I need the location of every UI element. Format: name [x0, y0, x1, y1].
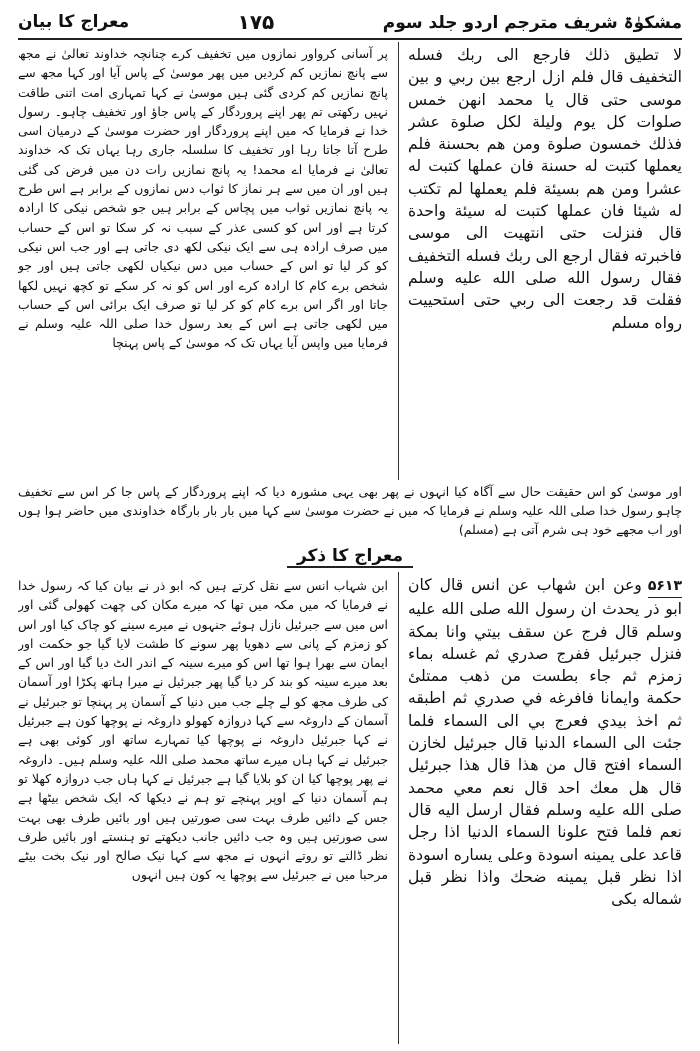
arabic-paragraph-top: لا تطيق ذلك فارجع الى ربك فسله التخفيف قال فلم ازل ارجع بين ربي و بين موسى حتى قال يا محمد انهن خمس صلوات كل يوم وليلة لكل صلوة عشر فذلك خمسون صلوة ومن هم بحسنة فلم يعملها كتبت له حسنة فان عملها كتبت له عشرا ومن هم بسيئة فلم يعملها لم تكتب له شيئا فان عملها كتبت له سيئة واحدة قال فنزلت حتى انتهيت الى موسى فاخبرته فقال ارجع الى ربك فسله التخفيف فقال رسول الله صلى الله عليه وسلم فقلت قد رجعت الى ربي حتى استحييت رواه مسلم — [408, 46, 682, 332]
page-number: ۱۷۵ — [237, 10, 275, 34]
section-heading — [18, 546, 682, 574]
urdu-translation-bottom — [18, 576, 388, 1044]
arabic-hadith-text: وعن ابن شهاب عن انس قال كان ابو ذر يحدث ان رسول الله صلى الله عليه وسلم قال فرج عن سقف بيتي وانا بمكة فنزل جبرئيل ففرج صدري ثم غسله بماء زمزم ثم جاء بطست من ذهب ممتلئ حكمة وايمانا فافرغه في صدري ثم اطبقه ثم اخذ بيدي فعرج بي الى السماء فلما جئت الى السماء الدنيا قال جبرئيل لخازن السماء افتح قال من هذا قال هذا جبرئيل قال هل معك احد قال نعم معي محمد صلى الله عليه وسلم فقال ارسل اليه قال نعم فلما فتح علونا السماء الدنيا اذا رجل قاعد على يمينه اسودة وعلى يساره اسودة اذا نظر قبل يمينه ضحك واذا نظر قبل شماله بكى — [408, 576, 682, 909]
urdu-paragraph-bottom: ابن شہاب انس سے نقل کرتے ہیں کہ ابو ذر نے بیان کیا کہ رسول خدا نے فرمایا کہ میں مکہ میں تھا کہ میرے مکان کی چھت کھولی گئی اور اس میں سے جبرئیل نازل ہوئے جنہوں نے میرے سینے کو چاک کیا اور اس کو زمزم کے پانی سے دھویا پھر سونے کا طشت لایا گیا جو حکمت اور ایمان سے بھرا ہوا تھا اس کو میرے سینہ کے اندر الٹ دیا گیا اور اس کے بعد میرے سینہ کو بند کر دیا گیا پھر جبرئیل نے میرا ہاتھ پکڑا اور آسمان کی طرف مجھ کو لے چلے جب میں دنیا کے آسمان پر پہنچا تو جبرئیل نے آسمان کے داروغہ سے کہا دروازہ کھولو داروغہ نے پوچھا کون ہے جبرئیل نے کہا جبرئیل داروغہ نے پوچھا کیا تمہارے ساتھ اور کوئی بھی ہے جبرئیل نے کہا ہاں میرے ساتھ محمد صلی اللہ علیہ وسلم ہیں۔ داروغہ نے پھر پوچھا کیا ان کو بلایا گیا ہے جبرئیل نے کہا ہاں جب دروازہ کھلا تو ہم آسمان دنیا کے اوپر پہنچے تو ہم نے دیکھا کہ ایک شخص بیٹھا ہے جس کے دائیں طرف بہت سی صورتیں ہیں اور بائیں طرف بھی بہت سی صورتیں ہیں وہ جب دائیں جانب دیکھتے تو ہنستے اور بائیں طرف نظر ڈالتے تو روتے انہوں نے مجھ سے کہا نیک صالح اور نیک بخت بیٹے مرحبا میں نے جبرئیل سے پوچھا یہ کون ہیں انہوں — [18, 578, 388, 883]
hadith-number: ۵۶۱۳ — [648, 575, 682, 598]
running-title-left: معراج کا بیان — [18, 12, 130, 32]
urdu-paragraph-top: پر آسانی کرواور نمازوں میں تخفیف کرے چنانچہ خداوند تعالیٰ نے مجھ سے پانچ نمازیں کم کردیں میں پھر موسیٰ کے پاس آیا اور کہا مجھ سے پانچ نمازیں کم کردی گئی ہیں موسیٰ نے کہا تمہاری امت اتنی طاقت نہیں رکھتی تم پھر اپنے پروردگار کے پاس جاؤ اور تخفیف چاہو۔ رسول خدا نے فرمایا کہ میں اپنے پروردگار اور حضرت موسیٰ کے درمیان اسی طرح آتا جاتا رہا اور تخفیف کا سلسلہ جاری رہا یہاں تک کہ خداوند تعالیٰ نے فرمایا اے محمد! یہ پانچ نمازیں رات دن میں فرض کی گئی ہیں اور ان میں سے ہر نماز کا ثواب دس نمازوں کے برابر ہے اس طرح یہ پانچ نمازیں ثواب میں پچاس کے برابر ہیں جو شخص نیکی کا ارادہ کرتا ہے اور اس کو کسی عذر کے سبب نہ کر سکا تو اس کے حساب میں صرف ارادہ ہی سے ایک نیکی لکھ دی جاتی ہے اور جب اس نیکی کو کر لیا تو اس کے حساب میں دس نیکیاں لکھی جاتی ہیں اور جو شخص برے کام کا ارادہ کرے اور اس کو نہ کر سکے تو کچھ نہیں لکھا جاتا اور اگر اس برے کام کو کر لیا تو صرف ایک برائی اس کے حساب میں لکھی جاتی ہے اس کے بعد رسول خدا صلی اللہ علیہ وسلم نے فرمایا میں واپس آیا یہاں تک کہ موسیٰ کے پاس پہنچا — [18, 46, 388, 351]
column-divider-top — [398, 42, 399, 480]
column-divider-bottom — [398, 572, 399, 1044]
urdu-translation-top — [18, 44, 388, 476]
arabic-text-top — [408, 44, 682, 478]
arabic-text-bottom — [408, 574, 682, 1044]
header-rule — [18, 38, 682, 40]
arabic-paragraph-bottom — [408, 574, 682, 910]
page-header — [18, 8, 682, 36]
urdu-continuation: اور موسیٰ کو اس حقیقت حال سے آگاہ کیا انہوں نے پھر بھی یہی مشورہ دیا کہ اپنے پروردگار کے پاس جا کر اس سے تخفیف چاہو رسول خدا صلی اللہ علیہ وسلم نے فرمایا کہ میں نے حضرت موسیٰ سے کہا میں بار بار بارگاہ خداوندی میں حاضر ہوا ہوں اور اب مجھے خود ہی شرم آتی ہے (مسلم) — [18, 484, 682, 537]
running-title-right: مشکوٰۃ شریف مترجم اردو جلد سوم — [382, 12, 682, 33]
section-heading-text: معراج کا ذکر — [287, 546, 413, 568]
